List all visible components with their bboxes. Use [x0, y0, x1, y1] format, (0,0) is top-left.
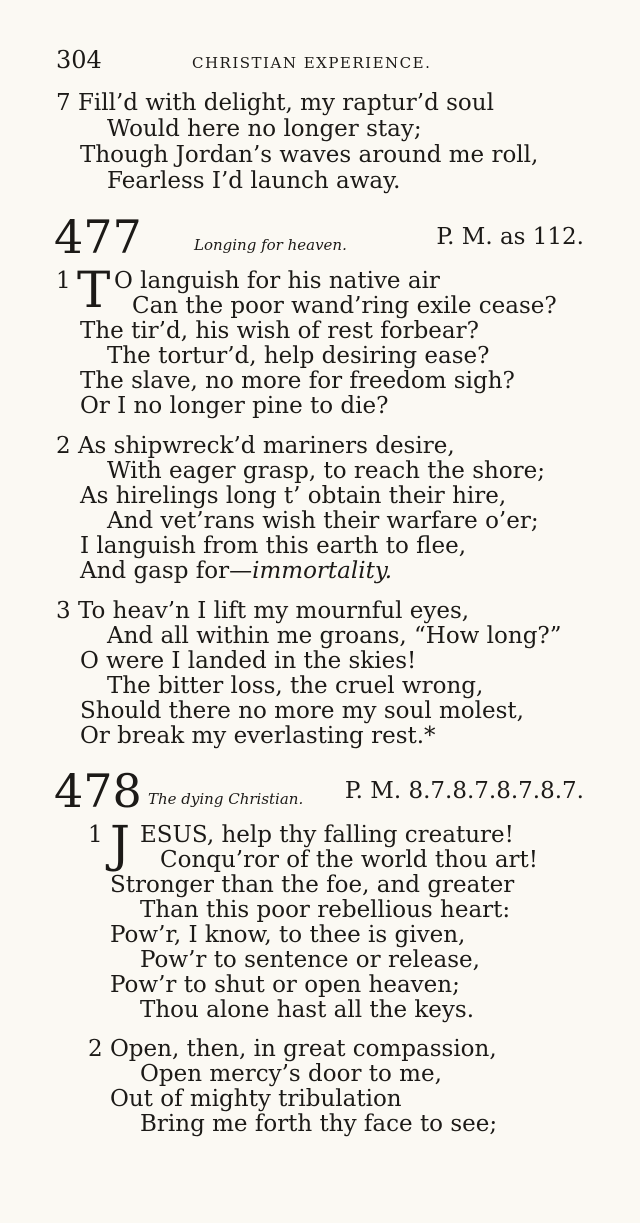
drop-cap: T — [77, 261, 111, 319]
verse-line: The slave, no more for freedom sigh? — [80, 368, 515, 394]
verse-line: Should there no more my soul molest, — [80, 698, 524, 724]
verse-number: 1 — [88, 822, 103, 848]
verse-text: And gasp for— — [80, 558, 253, 584]
verse-line: Or I no longer pine to die? — [80, 393, 389, 419]
verse-line — [80, 558, 392, 584]
verse-line: O languish for his native air — [114, 268, 440, 294]
hymn-number: 478 — [54, 764, 142, 818]
hymn-number: 477 — [54, 210, 142, 264]
verse-line: ESUS, help thy falling creature! — [140, 822, 514, 848]
verse-line: Fearless I’d launch away. — [107, 168, 401, 194]
verse-line: Conqu’ror of the world thou art! — [160, 847, 539, 873]
verse-line: Or break my everlasting rest.* — [80, 723, 436, 749]
verse-line: Though Jordan’s waves around me roll, — [80, 142, 539, 168]
verse-line: The tir’d, his wish of rest forbear? — [80, 318, 479, 344]
verse-line: I languish from this earth to flee, — [80, 533, 467, 559]
hymn-meter: P. M. 8.7.8.7.8.7.8.7. — [344, 778, 584, 804]
verse-line: As hirelings long t’ obtain their hire, — [80, 483, 507, 509]
verse-line: Than this poor rebellious heart: — [140, 897, 511, 923]
hymn-header — [54, 764, 584, 822]
verse-line: Would here no longer stay; — [107, 116, 422, 142]
verse-line: Pow’r to shut or open heaven; — [110, 972, 460, 998]
verse-line: Can the poor wand’ring exile cease? — [132, 293, 557, 319]
italic-word: immortality. — [252, 558, 393, 584]
verse-line: The tortur’d, help desiring ease? — [107, 343, 490, 369]
verse-line: Out of mighty tribulation — [110, 1086, 402, 1112]
verse-line: Stronger than the foe, and greater — [110, 872, 515, 898]
verse-line: Pow’r, I know, to thee is given, — [110, 922, 466, 948]
running-title: CHRISTIAN EXPERIENCE. — [192, 54, 432, 72]
verse-line: With eager grasp, to reach the shore; — [107, 458, 546, 484]
verse-line: 2 Open, then, in great compassion, — [88, 1036, 497, 1062]
hymn-subject: Longing for heaven. — [194, 236, 347, 254]
drop-cap: J — [110, 815, 131, 873]
verse-line: O were I landed in the skies! — [80, 648, 417, 674]
verse-line: And vet’rans wish their warfare o’er; — [107, 508, 539, 534]
hymn-meter: P. M. as 112. — [436, 224, 584, 250]
verse-line: The bitter loss, the cruel wrong, — [107, 673, 484, 699]
page-number: 304 — [56, 46, 102, 74]
verse-line: 7 Fill’d with delight, my raptur’d soul — [56, 90, 494, 116]
verse-line: Open mercy’s door to me, — [140, 1061, 442, 1087]
hymn-subject: The dying Christian. — [148, 790, 304, 808]
verse-line: 3 To heav’n I lift my mournful eyes, — [56, 598, 470, 624]
verse-line: Bring me forth thy face to see; — [140, 1111, 498, 1137]
verse-line: 2 As shipwreck’d mariners desire, — [56, 433, 455, 459]
verse-number: 1 — [56, 268, 71, 294]
page-header — [56, 46, 590, 80]
verse-line: Pow’r to sentence or release, — [140, 947, 480, 973]
verse-line: Thou alone hast all the keys. — [140, 997, 475, 1023]
verse-line: And all within me groans, “How long?” — [107, 623, 562, 649]
hymn-header — [54, 210, 584, 268]
